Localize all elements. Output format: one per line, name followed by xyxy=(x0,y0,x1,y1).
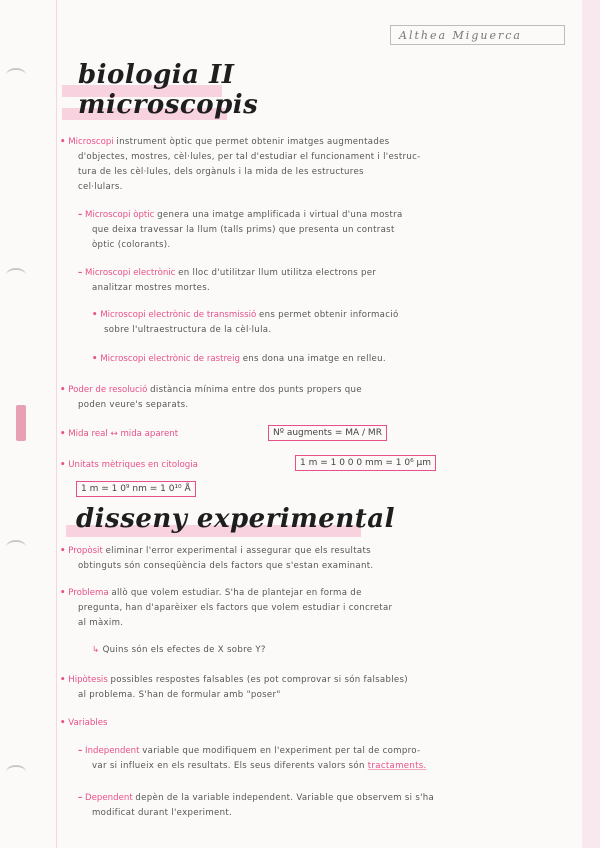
text-line: sobre l'ultraestructura de la cèl·lula. xyxy=(104,325,272,335)
list-item: • Hipòtesis possibles respostes falsables (es pot comprovar si són falsables) xyxy=(60,675,408,685)
text-line: modificat durant l'experiment. xyxy=(92,808,233,818)
term: Poder de resolució xyxy=(68,385,148,395)
text-line: cel·lulars. xyxy=(78,182,123,192)
margin-line xyxy=(56,0,57,848)
text-line: al problema. S'han de formular amb "poser" xyxy=(78,690,281,700)
text-line: que deixa travessar la llum (talls prims) que presenta un contrast xyxy=(92,225,395,235)
arrow-icon: ↳ xyxy=(92,645,100,655)
title-microscopis: microscopis xyxy=(78,90,259,120)
term: Microscopi electrònic xyxy=(85,268,176,278)
binder-hole xyxy=(6,268,26,282)
text-line: analitzar mostres mortes. xyxy=(92,283,211,293)
text-line: var si influeix en els resultats. Els seus diferents valors són tractaments. xyxy=(92,761,427,771)
list-item: • Variables xyxy=(60,718,108,728)
name-box: Althea Miguerca xyxy=(390,25,565,45)
formula-box: Nº augments = MA / MR xyxy=(268,425,387,441)
term: Independent xyxy=(85,746,140,756)
text-line: d'objectes, mostres, cèl·lules, per tal d'estudiar el funcionament i l'estruc- xyxy=(78,152,421,162)
text-line: pregunta, han d'aparèixer els factors que volem estudiar i concretar xyxy=(78,603,393,613)
list-item: • Poder de resolució distància mínima entre dos punts propers que xyxy=(60,385,362,395)
text-line: òptic (colorants). xyxy=(92,240,171,250)
example-line: ↳ Quins són els efectes de X sobre Y? xyxy=(92,645,266,655)
term: Variables xyxy=(68,718,108,728)
term: Unitats mètriques en citologia xyxy=(68,460,198,470)
list-item: – Microscopi electrònic en lloc d'utilitzar llum utilitza electrons per xyxy=(78,268,377,278)
binder-hole xyxy=(6,540,26,554)
page-edge xyxy=(582,0,600,848)
list-item: • Problema allò que volem estudiar. S'ha de plantejar en forma de xyxy=(60,588,362,598)
title-disseny: disseny experimental xyxy=(76,504,395,534)
tractaments-term: tractaments. xyxy=(367,761,427,771)
page-tab xyxy=(16,405,26,441)
text-line: tura de les cèl·lules, dels orgànuls i la mida de les estructures xyxy=(78,167,364,177)
term: Microscopi electrònic de rastreig xyxy=(100,354,240,364)
binder-hole xyxy=(6,765,26,779)
term: Propòsit xyxy=(68,546,103,556)
list-item: • Unitats mètriques en citologia xyxy=(60,460,198,470)
term: Mida real ↔ mida aparent xyxy=(68,429,179,439)
list-item: • Microscopi electrònic de transmissió ens permet obtenir informació xyxy=(92,310,399,320)
text-line: al màxim. xyxy=(78,618,124,628)
list-item: – Independent variable que modifiquem en l'experiment per tal de compro- xyxy=(78,746,421,756)
term: Microscopi electrònic de transmissió xyxy=(100,310,257,320)
binder-hole xyxy=(6,68,26,82)
list-item: – Dependent depèn de la variable independent. Variable que observem si s'ha xyxy=(78,793,435,803)
list-item: • Mida real ↔ mida aparent xyxy=(60,429,179,439)
term: Microscopi xyxy=(68,137,114,147)
term: Dependent xyxy=(85,793,133,803)
list-item: • Microscopi electrònic de rastreig ens dona una imatge en relleu. xyxy=(92,354,386,364)
units-box: 1 m = 1 0 0 0 mm = 1 0⁶ μm xyxy=(295,455,436,471)
title-biologia: biologia II xyxy=(78,60,235,90)
term: Microscopi òptic xyxy=(85,210,155,220)
list-item: • Propòsit eliminar l'error experimental i assegurar que els resultats xyxy=(60,546,371,556)
term: Problema xyxy=(68,588,109,598)
list-item: • Microscopi instrument òptic que permet obtenir imatges augmentades xyxy=(60,137,390,147)
text-line: poden veure's separats. xyxy=(78,400,189,410)
term: Hipòtesis xyxy=(68,675,108,685)
text-line: obtinguts són conseqüència dels factors que s'estan examinant. xyxy=(78,561,374,571)
units-box: 1 m = 1 0⁹ nm = 1 0¹⁰ Å xyxy=(76,481,196,497)
list-item: – Microscopi òptic genera una imatge amplificada i virtual d'una mostra xyxy=(78,210,403,220)
